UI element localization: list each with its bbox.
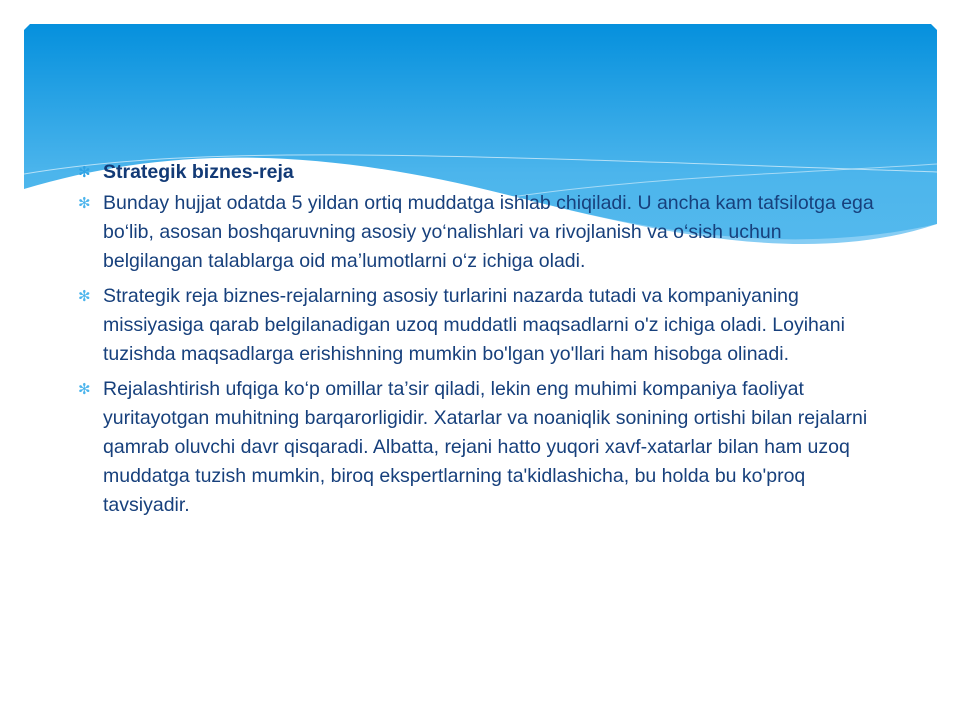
heading-text: Strategik biznes-reja (103, 161, 294, 183)
bullet-item (78, 375, 878, 520)
bullet-heading (78, 158, 878, 187)
bullet-text: Rejalashtirish ufqiga ko‘p omillar ta’sir qiladi, lekin eng muhimi kompaniya faoliyat yuritayotgan muhitning barqarorligidir. Xatarlar va noaniqlik sonining ortishi bilan rejalarni qamrab oluvchi davr qisqaradi. Albatta, rejani hatto yuqori xavf-xatarlar bilan ham uzoq muddatga tuzish mumkin, biroq ekspertlarning ta'kidlashicha, bu holda bu ko'proq tavsiyadir. (103, 378, 868, 516)
bullet-text: Bunday hujjat odatda 5 yildan ortiq muddatga ishlab chiqiladi. U ancha kam tafsilotga ega bo‘lib, asosan boshqaruvning asosiy yo‘nalishlari va rivojlanish va o‘sish uchun belgilangan talablarga oid ma’lumotlarni o‘z ichiga oladi. (103, 192, 874, 272)
asterisk-bullet-icon: ✻ (78, 288, 91, 305)
bullet-list (78, 158, 878, 520)
slide-content (78, 158, 878, 526)
asterisk-bullet-icon: ✻ (78, 164, 91, 181)
asterisk-bullet-icon: ✻ (78, 195, 91, 212)
asterisk-bullet-icon: ✻ (78, 381, 91, 398)
bullet-text: Strategik reja biznes-rejalarning asosiy turlarini nazarda tutadi va kompaniyaning missiyasiga qarab belgilanadigan uzoq muddatli maqsadlarni o'z ichiga oladi. Loyihani tuzishda maqsadlarga erishishning mumkin bo'lgan yo'llari ham hisobga olinadi. (103, 285, 845, 365)
bullet-item (78, 189, 878, 276)
bullet-item (78, 282, 878, 369)
